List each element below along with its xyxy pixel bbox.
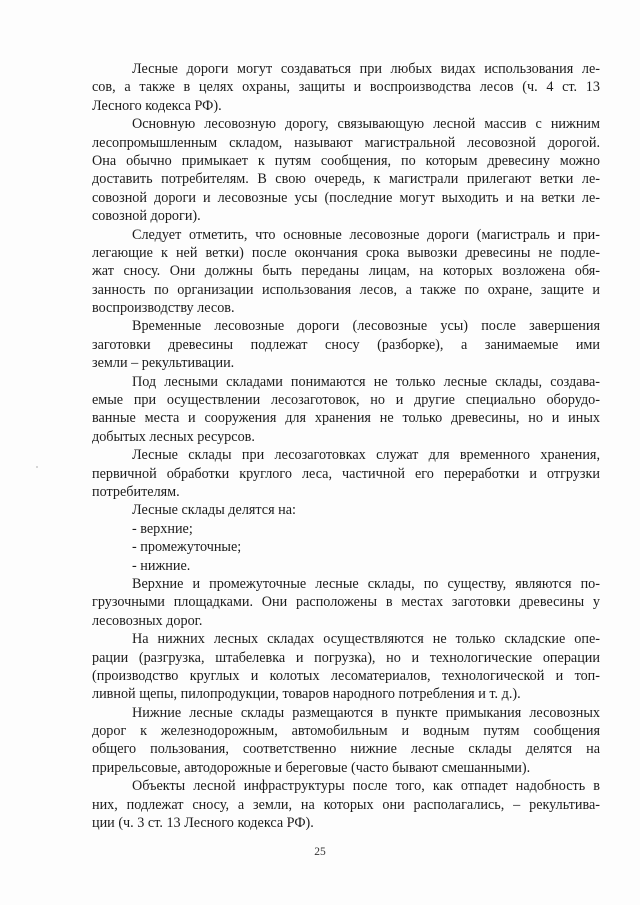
text-line: занность по организации использования лесов, а также по охране, защите и xyxy=(92,281,600,298)
text-line: ции (ч. 3 ст. 13 Лесного кодекса РФ). xyxy=(92,815,314,832)
text-line: ванные места и сооружения для хранения не только древесины, но и иных xyxy=(92,410,600,427)
text-line: первичной обработки круглого леса, частичной его переработки и отгрузки xyxy=(92,465,600,482)
text-line: Следует отметить, что основные лесовозные дороги (магистраль и при- xyxy=(132,226,600,243)
text-line: Лесные склады делятся на: xyxy=(132,502,297,519)
text-line: - верхние; xyxy=(132,520,193,537)
text-line: заготовки древесины подлежат сносу (разборке), а занимаемые ими xyxy=(92,336,600,353)
text-line: жат сносу. Они должны быть переданы лицам, на которых возложена обя- xyxy=(92,263,600,280)
text-line: (производство круглых и колотых лесоматериалов, технологической и топ- xyxy=(92,667,600,684)
text-line: ливной щепы, пилопродукции, товаров народного потребления и т. д.). xyxy=(92,686,521,703)
text-line: грузочными площадками. Они расположены в местах заготовки древесины у xyxy=(92,594,600,611)
text-line: земли – рекультивации. xyxy=(92,355,235,372)
text-line: Основную лесовозную дорогу, связывающую лесной массив с нижним xyxy=(132,116,600,133)
text-line: Под лесными складами понимаются не только лесные склады, создава- xyxy=(132,373,600,390)
text-line: легающие к ней ветки) после окончания срока вывозки древесины не подле- xyxy=(92,244,600,261)
text-line: Объекты лесной инфраструктуры после того, как отпадет надобность в xyxy=(132,778,600,795)
paragraph xyxy=(92,520,600,538)
text-line: потребителям. xyxy=(92,483,180,500)
text-line: лесовозных дорог. xyxy=(92,612,203,629)
page-number: 25 xyxy=(314,846,326,858)
paragraph xyxy=(92,704,600,778)
document-body xyxy=(92,60,600,832)
text-line: прирельсовые, автодорожные и береговые (часто бывают смешанными). xyxy=(92,759,531,776)
text-line: Нижние лесные склады размещаются в пункте примыкания лесовозных xyxy=(132,704,600,721)
text-line: - промежуточные; xyxy=(132,539,242,556)
text-line: рации (разгрузка, штабелевка и погрузка), но и технологические операции xyxy=(92,649,600,666)
text-line: Она обычно примыкает к путям сообщения, по которым древесину можно xyxy=(92,152,600,169)
text-line: совозной дороги и лесовозные усы (последние могут выходить и на ветки ле- xyxy=(92,189,600,206)
scan-speck xyxy=(36,466,38,468)
text-line: Лесные дороги могут создаваться при любых видах использования ле- xyxy=(132,61,600,77)
paragraph xyxy=(92,575,600,630)
paragraph xyxy=(92,60,600,115)
text-line: - нижние. xyxy=(132,557,191,574)
paragraph xyxy=(92,777,600,832)
text-line: емые при осуществлении лесозаготовок, но и другие специально оборудо- xyxy=(92,392,600,409)
paragraph xyxy=(92,115,600,225)
text-line: них, подлежат сносу, а земли, на которых они располагались, – рекультива- xyxy=(92,796,600,813)
text-line: дорог к железнодорожным, автомобильным и водным путям сообщения xyxy=(92,723,600,740)
paragraph xyxy=(92,373,600,447)
paragraph xyxy=(92,630,600,704)
text-line: воспроизводству лесов. xyxy=(92,300,235,317)
text-line: Лесного кодекса РФ). xyxy=(92,97,222,114)
text-line: доставить потребителям. В свою очередь, к магистрали прилегают ветки ле- xyxy=(92,171,600,188)
text-line: совозной дороги). xyxy=(92,208,201,225)
paragraph xyxy=(92,446,600,501)
text-line: лесопромышленным складом, называют магистральной лесовозной дорогой. xyxy=(92,134,600,151)
text-line: Лесные склады при лесозаготовках служат для временного хранения, xyxy=(132,447,600,464)
text-line: На нижних лесных складах осуществляются не только складские опе- xyxy=(132,631,600,648)
paragraph xyxy=(92,226,600,318)
text-line: сов, а также в целях охраны, защиты и воспроизводства лесов (ч. 4 ст. 13 xyxy=(92,79,600,96)
text-line: добытых лесных ресурсов. xyxy=(92,428,255,445)
paragraph xyxy=(92,501,600,519)
paragraph xyxy=(92,538,600,556)
paragraph xyxy=(92,557,600,575)
text-line: Временные лесовозные дороги (лесовозные усы) после завершения xyxy=(132,318,600,335)
paragraph xyxy=(92,317,600,372)
text-line: общего пользования, соответственно нижние лесные склады делятся на xyxy=(92,741,600,758)
text-line: Верхние и промежуточные лесные склады, по существу, являются по- xyxy=(132,575,600,592)
